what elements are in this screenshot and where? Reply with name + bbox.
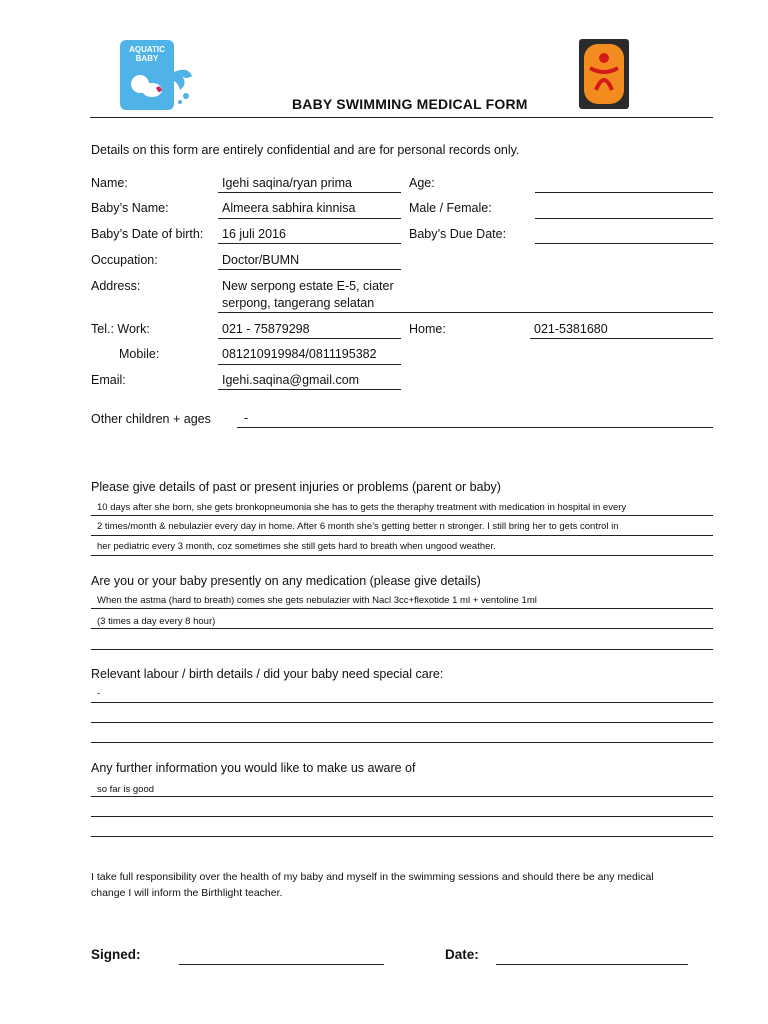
tel-work-value[interactable]: 021 - 75879298 (222, 322, 310, 336)
labour-question: Relevant labour / birth details / did your baby need special care: (91, 667, 444, 681)
occupation-value[interactable]: Doctor/BUMN (222, 253, 300, 267)
dob-label: Baby’s Date of birth: (91, 227, 204, 241)
further-info-underline-3 (91, 836, 713, 837)
other-children-label: Other children + ages (91, 412, 211, 426)
baby-name-underline (218, 218, 401, 219)
home-value[interactable]: 021-5381680 (534, 322, 608, 336)
logo-text-aquatic: AQUATIC (129, 45, 165, 54)
further-info-underline-1 (91, 796, 713, 797)
responsibility-statement-line-1: I take full responsibility over the health of my baby and myself in the swimming sessions and should there be any medical (91, 871, 654, 883)
further-info-question: Any further information you would like to make us aware of (91, 761, 416, 775)
occupation-underline (218, 269, 401, 270)
medication-question: Are you or your baby presently on any medication (please give details) (91, 574, 481, 588)
baby-name-value[interactable]: Almeera sabhira kinnisa (222, 201, 356, 215)
email-label: Email: (91, 373, 126, 387)
labour-underline-1 (91, 702, 713, 703)
address-line-1[interactable]: New serpong estate E-5, ciater (222, 279, 394, 293)
age-underline (535, 192, 713, 193)
header-divider (90, 117, 713, 118)
age-label: Age: (409, 176, 435, 190)
injuries-underline-1 (91, 515, 713, 516)
tel-work-label: Tel.: Work: (91, 322, 150, 336)
birthlight-logo (578, 38, 630, 110)
name-value[interactable]: Igehi saqina/ryan prima (222, 176, 352, 190)
date-label: Date: (445, 947, 479, 962)
dob-value[interactable]: 16 juli 2016 (222, 227, 286, 241)
mobile-value[interactable]: 081210919984/0811195382 (222, 347, 377, 361)
address-underline (218, 312, 713, 313)
due-date-underline (535, 243, 713, 244)
medication-underline-1 (91, 608, 713, 609)
home-label: Home: (409, 322, 446, 336)
sex-label: Male / Female: (409, 201, 492, 215)
address-label: Address: (91, 279, 141, 293)
due-date-label: Baby’s Due Date: (409, 227, 507, 241)
mobile-label: Mobile: (119, 347, 160, 361)
injuries-underline-3 (91, 555, 713, 556)
further-info-underline-2 (91, 816, 713, 817)
injuries-line-2[interactable]: 2 times/month & nebulazier every day in home. After 6 month she’s getting better n stronger. I still bring her to gets control in (97, 521, 619, 532)
medication-line-2[interactable]: (3 times a day every 8 hour) (97, 616, 216, 627)
medication-line-1[interactable]: When the astma (hard to breath) comes she gets nebulazier with Nacl 3cc+flexotide 1 ml + ventoline 1ml (97, 595, 537, 606)
home-underline (530, 338, 713, 339)
labour-underline-3 (91, 742, 713, 743)
medication-underline-3 (91, 649, 713, 650)
other-children-value[interactable]: - (244, 411, 249, 425)
tel-work-underline (218, 338, 401, 339)
aquatic-baby-logo (118, 38, 198, 112)
intro-text: Details on this form are entirely confidential and are for personal records only. (91, 143, 520, 157)
injuries-question: Please give details of past or present injuries or problems (parent or baby) (91, 480, 501, 494)
name-label: Name: (91, 176, 128, 190)
other-children-underline (237, 427, 713, 428)
further-info-line-1[interactable]: so far is good (97, 784, 155, 795)
injuries-line-3[interactable]: her pediatric every 3 month, coz sometimes she still gets hard to breath when ungood weather. (97, 541, 496, 552)
form-title: BABY SWIMMING MEDICAL FORM (292, 96, 528, 112)
baby-name-label: Baby’s Name: (91, 201, 169, 215)
date-line[interactable] (496, 964, 688, 965)
dob-underline (218, 243, 401, 244)
signature-line[interactable] (179, 964, 384, 965)
address-line-2[interactable]: serpong, tangerang selatan (222, 296, 375, 310)
labour-line-1[interactable]: - (97, 688, 101, 699)
name-underline (218, 192, 401, 193)
sex-underline (535, 218, 713, 219)
injuries-underline-2 (91, 535, 713, 536)
occupation-label: Occupation: (91, 253, 158, 267)
responsibility-statement-line-2: change I will inform the Birthlight teacher. (91, 887, 283, 899)
logo-text-baby: BABY (135, 54, 159, 63)
signed-label: Signed: (91, 947, 141, 962)
injuries-line-1[interactable]: 10 days after she born, she gets bronkopneumonia she has to gets the theraphy treatment with medication in hospital in every (97, 502, 627, 513)
mobile-underline (218, 364, 401, 365)
labour-underline-2 (91, 722, 713, 723)
medication-underline-2 (91, 628, 713, 629)
email-underline (218, 389, 401, 390)
email-value[interactable]: Igehi.saqina@gmail.com (222, 373, 360, 387)
